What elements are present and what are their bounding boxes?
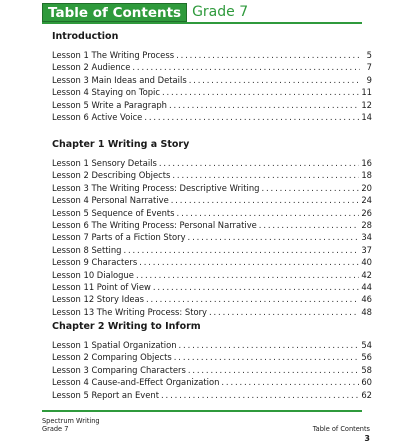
dot-leader [159, 157, 359, 169]
section-heading: Chapter 1 Writing a Story [52, 139, 190, 150]
toc-entry-page: 12 [361, 99, 372, 110]
header-title: Table of Contents [42, 3, 187, 22]
toc-entry [52, 364, 372, 376]
toc-entry-title: Lesson 1 The Writing Process [52, 50, 175, 60]
dot-leader [188, 231, 360, 243]
toc-entry-page: 62 [361, 389, 372, 400]
toc-entry-page: 56 [361, 352, 372, 363]
toc-entry-title: Lesson 3 The Writing Process: Descriptive Writing [52, 182, 260, 193]
section-chapter-1 [52, 139, 372, 318]
toc-entry [52, 219, 372, 231]
dot-leader [177, 207, 360, 219]
toc-entry-page: 44 [361, 281, 372, 292]
toc-entry-page: 48 [361, 306, 372, 317]
toc-entry-title: Lesson 1 Spatial Organization [52, 340, 177, 350]
dot-leader [139, 256, 359, 268]
dot-leader [172, 169, 359, 181]
dot-leader [161, 389, 359, 401]
toc-entry-page: 28 [361, 219, 372, 230]
toc-entry [52, 74, 372, 86]
dot-leader [132, 61, 360, 73]
toc-entry-page: 18 [361, 170, 372, 181]
toc-entry-title: Lesson 10 Dialogue [52, 269, 134, 280]
toc-entry [52, 231, 372, 243]
toc-entry-page: 60 [361, 377, 372, 388]
toc-entry [52, 306, 372, 318]
footer-grade: Grade 7 [42, 425, 69, 433]
toc-entry-page: 20 [361, 182, 372, 193]
dot-leader [221, 376, 359, 388]
footer-section-label: Table of Contents [312, 425, 370, 433]
dot-leader [123, 244, 359, 256]
toc-entry [52, 281, 372, 293]
toc-entry-title: Lesson 4 Cause-and-Effect Organization [52, 377, 220, 388]
section-heading: Introduction [52, 31, 119, 42]
page-header [42, 3, 248, 22]
toc-entry-title: Lesson 6 Active Voice [52, 111, 143, 122]
toc-entry [52, 376, 372, 388]
page-number: 3 [364, 434, 370, 443]
toc-entry-title: Lesson 8 Setting [52, 244, 122, 255]
toc-entry [52, 207, 372, 219]
toc-entry-page: 34 [361, 232, 372, 243]
dot-leader [153, 281, 359, 293]
dot-leader [188, 364, 360, 376]
toc-entry [52, 111, 372, 123]
toc-entry-page: 14 [361, 111, 372, 122]
dot-leader [179, 339, 360, 351]
dot-leader [162, 86, 359, 98]
toc-entry-title: Lesson 4 Personal Narrative [52, 195, 169, 206]
dot-leader [136, 269, 359, 281]
toc-entry-title: Lesson 5 Write a Paragraph [52, 99, 167, 110]
toc-entry [52, 61, 372, 73]
toc-entry [52, 182, 372, 194]
section-chapter-2 [52, 321, 372, 401]
toc-entry-page: 58 [361, 364, 372, 375]
toc-entry [52, 389, 372, 401]
toc-entry-page: 46 [361, 294, 372, 305]
toc-entry-title: Lesson 12 Story Ideas [52, 294, 145, 305]
footer-publisher-name: Spectrum Writing [42, 417, 100, 425]
toc-entry-page: 54 [361, 340, 372, 350]
dot-leader [146, 293, 359, 305]
toc-entry [52, 99, 372, 111]
toc-entry-title: Lesson 1 Sensory Details [52, 158, 157, 168]
toc-entry-page: 24 [361, 195, 372, 206]
toc-entry-page: 40 [361, 257, 372, 268]
toc-entry-page: 37 [361, 244, 372, 255]
toc-entry-title: Lesson 4 Staying on Topic [52, 87, 160, 98]
toc-entry [52, 293, 372, 305]
toc-entry-title: Lesson 3 Comparing Characters [52, 364, 186, 375]
dot-leader [189, 74, 360, 86]
toc-entry-title: Lesson 13 The Writing Process: Story [52, 306, 207, 317]
toc-entry [52, 269, 372, 281]
toc-entry [52, 244, 372, 256]
dot-leader [209, 306, 359, 318]
toc-entry-title: Lesson 5 Report an Event [52, 389, 160, 400]
toc-entry-page: 9 [366, 74, 372, 85]
dot-leader [144, 111, 359, 123]
dot-leader [169, 99, 359, 111]
toc-entry-title: Lesson 9 Characters [52, 257, 138, 268]
toc-entry-title: Lesson 7 Parts of a Fiction Story [52, 232, 186, 243]
toc-entry [52, 194, 372, 206]
footer-rule [42, 410, 362, 412]
toc-entry [52, 351, 372, 363]
toc-entry-title: Lesson 2 Describing Objects [52, 170, 171, 181]
toc-entry-title: Lesson 6 The Writing Process: Personal Narrative [52, 219, 257, 230]
dot-leader [262, 182, 360, 194]
dot-leader [176, 49, 360, 61]
toc-entry-title: Lesson 3 Main Ideas and Details [52, 74, 187, 85]
toc-entry-page: 42 [361, 269, 372, 280]
section-heading: Chapter 2 Writing to Inform [52, 321, 201, 332]
toc-entry-page: 11 [361, 87, 372, 98]
toc-entry [52, 86, 372, 98]
toc-entry [52, 339, 372, 351]
dot-leader [171, 194, 360, 206]
toc-entry [52, 49, 372, 61]
toc-entry [52, 157, 372, 169]
toc-entry [52, 169, 372, 181]
toc-entry-page: 16 [361, 158, 372, 168]
toc-entry-page: 5 [366, 50, 372, 60]
footer-publisher [42, 417, 100, 433]
toc-entry-page: 7 [366, 62, 372, 73]
toc-entry-title: Lesson 2 Audience [52, 62, 131, 73]
header-rule [42, 22, 362, 24]
toc-entry-title: Lesson 5 Sequence of Events [52, 207, 175, 218]
toc-entry-page: 26 [361, 207, 372, 218]
toc-entry [52, 256, 372, 268]
dot-leader [259, 219, 360, 231]
header-grade: Grade 7 [192, 4, 249, 20]
dot-leader [174, 351, 360, 363]
toc-entry-title: Lesson 11 Point of View [52, 281, 151, 292]
toc-entry-title: Lesson 2 Comparing Objects [52, 352, 172, 363]
section-introduction [52, 31, 372, 123]
